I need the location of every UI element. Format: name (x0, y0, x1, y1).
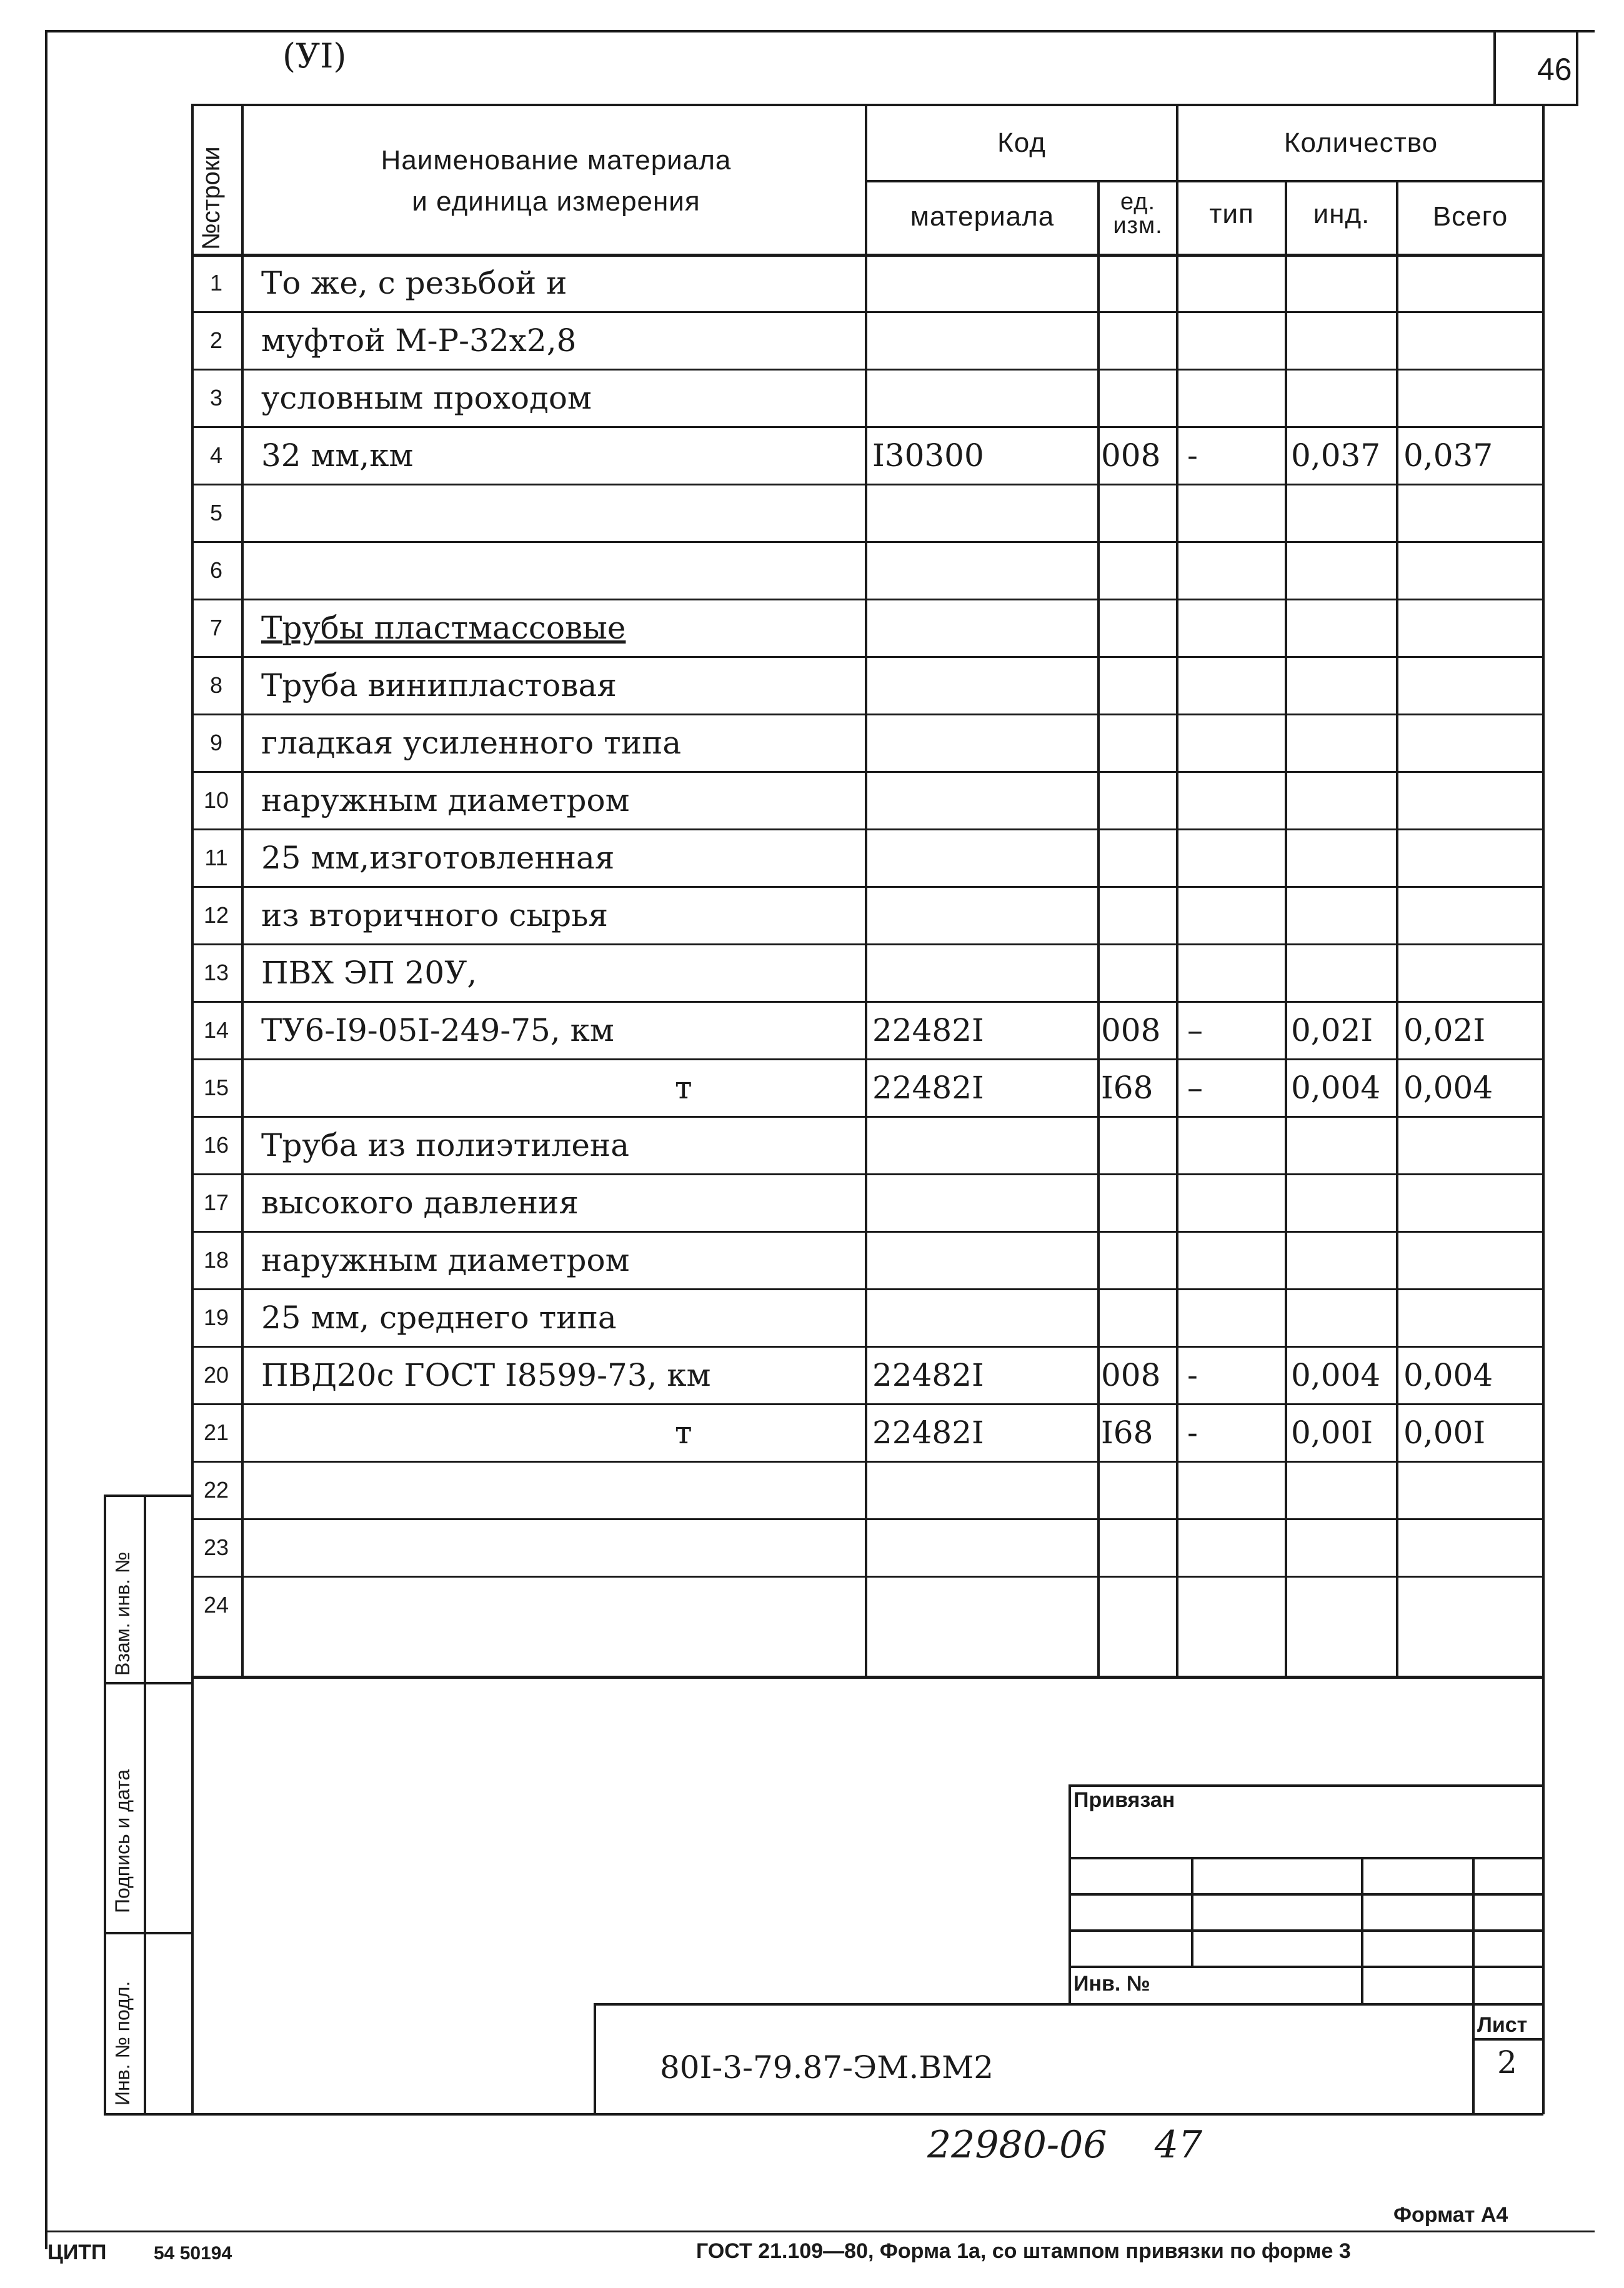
table-top (191, 104, 1576, 106)
col-line-type (1285, 181, 1287, 1677)
table-bottom (191, 1676, 1543, 1679)
footer-org: ЦИТП (47, 2241, 107, 2264)
row-divider (191, 599, 1543, 600)
row-divider (191, 1001, 1543, 1003)
header-qty: Количество (1283, 127, 1438, 158)
cell-unit: 008 (1101, 1357, 1161, 1393)
cell-unit: 008 (1101, 437, 1161, 474)
row-number: 15 (203, 1075, 229, 1100)
material-name: т (675, 1070, 692, 1106)
row-number: 5 (209, 500, 223, 525)
material-name: т (675, 1415, 692, 1451)
row-number: 3 (209, 385, 223, 410)
cell-type: – (1187, 1070, 1203, 1106)
row-number: 8 (209, 672, 223, 698)
side-bottom (104, 2113, 191, 2116)
side-top (104, 1495, 191, 1497)
material-name: условным проходом (261, 380, 592, 416)
header-qty-total: Всего (1432, 201, 1508, 232)
cell-type: - (1187, 1415, 1198, 1451)
cell-ind: 0,02I (1291, 1012, 1373, 1048)
titleblock-left (594, 2003, 596, 2114)
material-name: высокого давления (261, 1185, 579, 1221)
footer-org-num: 54 50194 (154, 2243, 232, 2264)
side-label-vzam: Взам. инв. № (111, 1551, 134, 1676)
row-divider (191, 943, 1543, 945)
material-name: гладкая усиленного типа (261, 725, 682, 761)
row-divider (191, 828, 1543, 830)
footer-line (45, 2231, 1595, 2232)
row-divider (191, 1346, 1543, 1348)
handwritten-number: 22980-06 47 (927, 2123, 1203, 2167)
doc-code: 80I-3-79.87-ЭМ.ВМ2 (660, 2049, 994, 2086)
row-divider (191, 1403, 1543, 1405)
stamp-col-2 (1361, 1857, 1363, 2003)
cell-code: 22482I (872, 1357, 984, 1393)
row-divider (191, 1058, 1543, 1060)
col-line-rownum (241, 104, 244, 1677)
row-number: 16 (203, 1132, 229, 1158)
footer-format: Формат А4 (1393, 2203, 1508, 2227)
col-line-code (1097, 181, 1100, 1677)
page-number: 46 (1537, 52, 1572, 87)
frame-right-top (1576, 30, 1578, 106)
row-divider (191, 1116, 1543, 1118)
stamp-top (1069, 1784, 1543, 1787)
stamp-col-1 (1191, 1857, 1193, 1967)
cell-ind: 0,037 (1291, 437, 1381, 474)
row-number: 7 (209, 615, 223, 640)
row-divider (191, 1173, 1543, 1175)
header-mid (865, 180, 1543, 182)
row-divider (191, 1576, 1543, 1578)
cell-unit: I68 (1101, 1415, 1153, 1451)
material-name: Труба из полиэтилена (261, 1127, 630, 1163)
material-name: наружным диаметром (261, 1242, 630, 1278)
row-number: 6 (209, 557, 223, 583)
row-number: 2 (209, 327, 223, 353)
page-number-box-left (1493, 30, 1496, 105)
cell-type: – (1187, 1012, 1203, 1048)
table-right (1542, 104, 1545, 2114)
side-sep-2 (104, 1932, 191, 1934)
side-col-inner (144, 1495, 146, 2114)
row-number: 1 (209, 270, 223, 296)
frame-bottom (191, 2113, 1543, 2116)
row-divider (191, 771, 1543, 773)
cell-total: 0,004 (1403, 1070, 1493, 1106)
header-qty-ind: инд. (1313, 199, 1370, 229)
material-name: ТУ6-I9-05I-249-75, км (261, 1012, 614, 1048)
row-number: 22 (203, 1477, 229, 1503)
material-name: из вторичного сырья (261, 897, 608, 933)
header-bottom (191, 254, 1543, 257)
row-number: 13 (203, 960, 229, 985)
material-name: 25 мм, среднего типа (261, 1300, 617, 1336)
titleblock-top (594, 2003, 1543, 2006)
cell-total: 0,02I (1403, 1012, 1486, 1048)
row-divider (191, 714, 1543, 715)
cell-unit: I68 (1101, 1070, 1153, 1106)
list-label: Лист (1477, 2013, 1528, 2037)
row-number: 20 (203, 1362, 229, 1388)
cell-code: 22482I (872, 1012, 984, 1048)
material-name: Труба винипластовая (261, 667, 617, 704)
material-name: ПВХ ЭП 20У, (261, 955, 477, 991)
list-box-sep (1472, 2038, 1543, 2041)
side-col-outer (104, 1495, 106, 2114)
row-divider (191, 656, 1543, 658)
list-value: 2 (1497, 2044, 1517, 2081)
row-number: 12 (203, 902, 229, 928)
cell-ind: 0,004 (1291, 1357, 1381, 1393)
side-sep-1 (104, 1682, 191, 1684)
cell-type: - (1187, 1357, 1198, 1393)
row-number: 14 (203, 1017, 229, 1043)
cell-type: - (1187, 437, 1198, 474)
header-qty-type: тип (1209, 199, 1254, 229)
row-number: 23 (203, 1534, 229, 1560)
cell-code: 22482I (872, 1415, 984, 1451)
row-number: 19 (203, 1305, 229, 1330)
stamp-privyazan: Привязан (1074, 1788, 1175, 1812)
row-number: 21 (203, 1420, 229, 1445)
row-divider (191, 1518, 1543, 1520)
side-label-inv-podl: Инв. № подл. (111, 1981, 134, 2106)
header-code-material: материала (910, 201, 1055, 232)
stamp-col-3 (1472, 1857, 1475, 2114)
header-name-line1: Наименование материала (381, 145, 732, 176)
sheet-mark: (УI) (282, 36, 347, 76)
row-number: 10 (203, 787, 229, 813)
frame-left (45, 30, 47, 2249)
row-number: 24 (203, 1592, 229, 1618)
side-label-podpis: Подпись и дата (111, 1769, 134, 1913)
stamp-inv-no: Инв. № (1074, 1972, 1150, 1996)
material-name: ПВД20с ГОСТ I8599-73, км (261, 1357, 711, 1393)
cell-total: 0,037 (1403, 437, 1493, 474)
cell-code: I30300 (872, 437, 984, 474)
cell-unit: 008 (1101, 1012, 1161, 1048)
cell-ind: 0,004 (1291, 1070, 1381, 1106)
col-line-ind (1396, 181, 1398, 1677)
header-name-line2: и единица измерения (412, 186, 700, 217)
row-divider (191, 484, 1543, 485)
row-divider (191, 1288, 1543, 1290)
header-code: Код (997, 127, 1046, 158)
row-divider (191, 311, 1543, 313)
row-number: 18 (203, 1247, 229, 1273)
row-divider (191, 886, 1543, 888)
row-divider (191, 1461, 1543, 1463)
material-name: 25 мм,изготовленная (261, 840, 615, 876)
material-name: наружным диаметром (261, 782, 630, 818)
row-number: 11 (204, 845, 228, 870)
cell-code: 22482I (872, 1070, 984, 1106)
cell-ind: 0,00I (1291, 1415, 1373, 1451)
cell-total: 0,00I (1403, 1415, 1486, 1451)
col-line-name (865, 104, 867, 1677)
material-name: 32 мм,км (261, 437, 414, 474)
row-number: 17 (203, 1190, 229, 1215)
row-divider (191, 426, 1543, 428)
col-line-unit (1176, 104, 1178, 1677)
frame-top (45, 30, 1595, 32)
header-rownum: №строки (197, 146, 225, 250)
material-name: То же, с резьбой и (261, 265, 567, 301)
header-code-unit: ед. изм. (1113, 189, 1163, 239)
material-name: Трубы пластмассовые (261, 610, 626, 646)
row-divider (191, 541, 1543, 543)
row-number: 9 (209, 730, 223, 755)
row-divider (191, 369, 1543, 371)
cell-total: 0,004 (1403, 1357, 1493, 1393)
row-divider (191, 1231, 1543, 1233)
row-number: 4 (209, 442, 223, 468)
material-name: муфтой М-Р-32х2,8 (261, 322, 577, 359)
footer-gost: ГОСТ 21.109—80, Форма 1а, со штампом привязки по форме 3 (696, 2239, 1351, 2263)
